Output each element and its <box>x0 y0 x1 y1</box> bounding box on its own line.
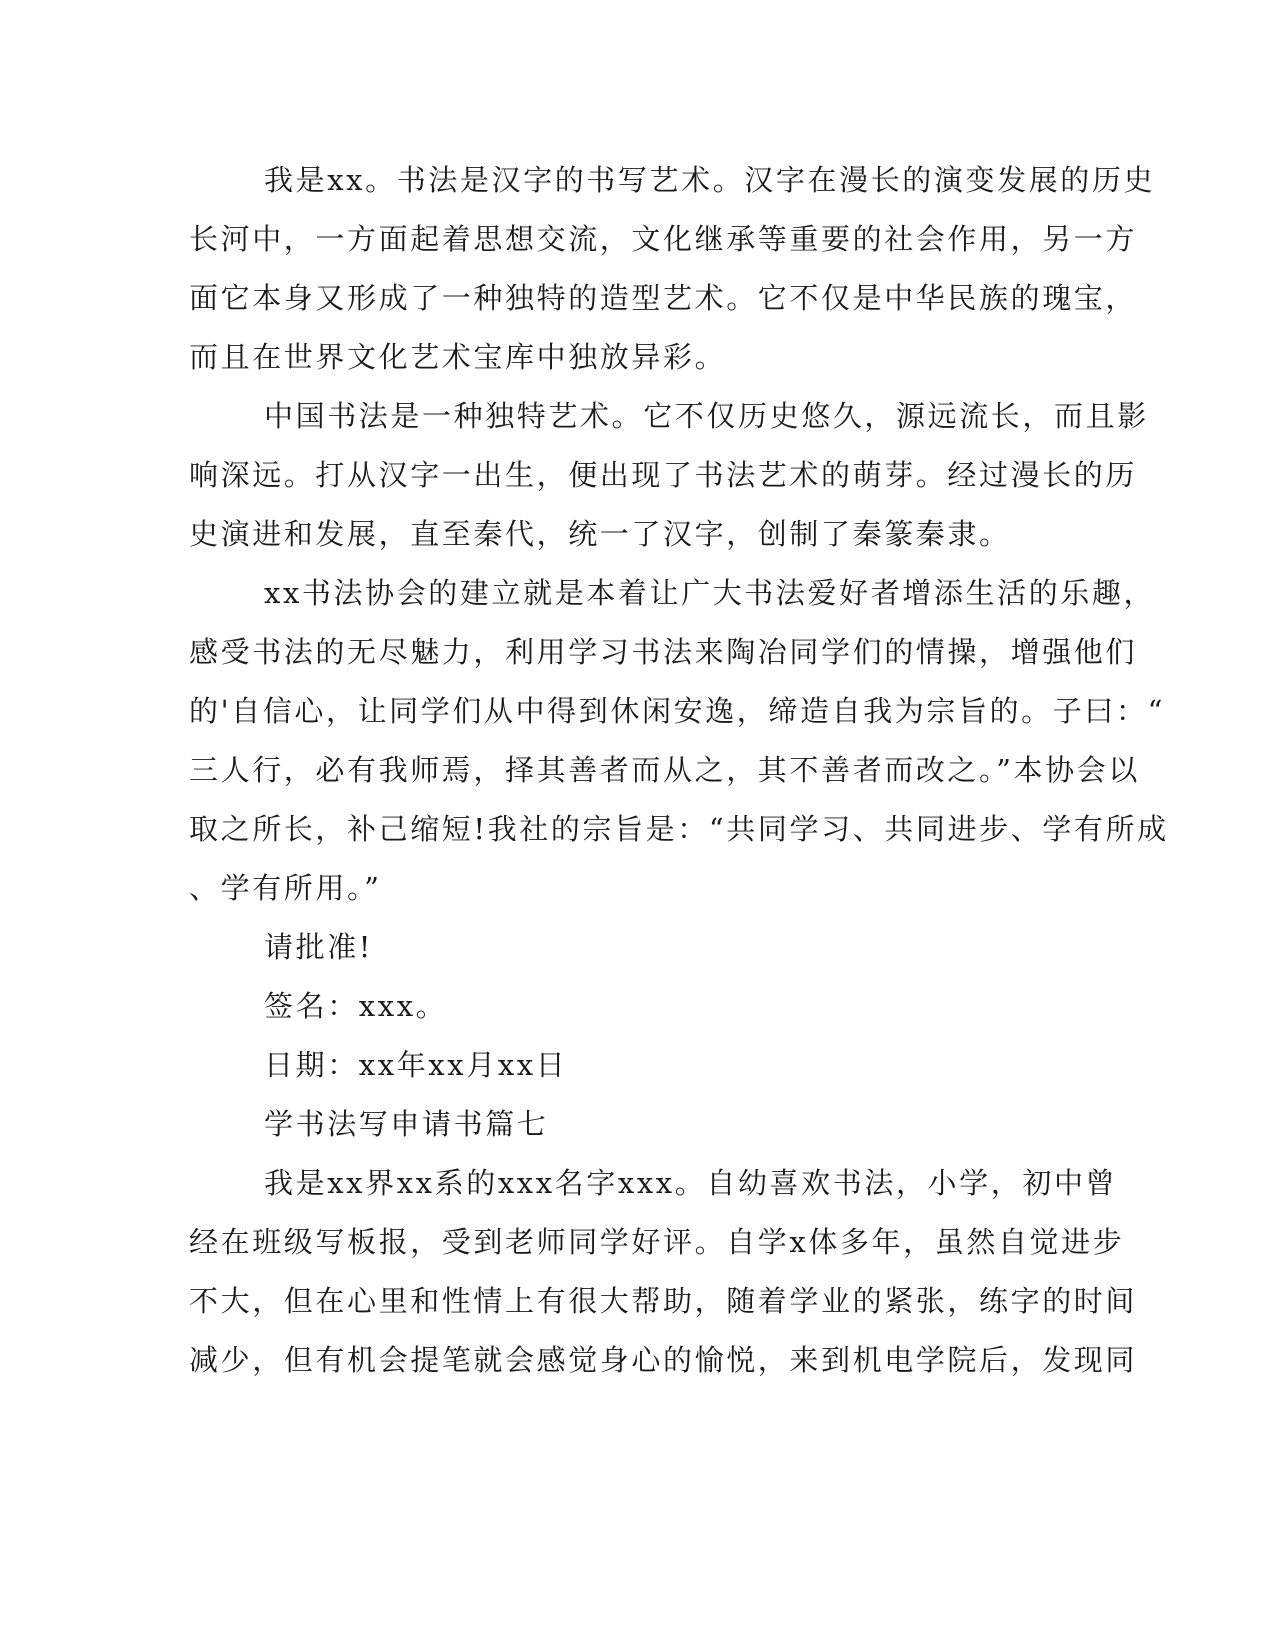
date-line: 日期：xx年xx月xx日 <box>264 1048 568 1082</box>
signature-line: 签名：xxx。 <box>264 989 448 1023</box>
paragraph-3-line-5: 取之所长，补己缩短!我社的宗旨是：“共同学习、共同进步、学有所成 <box>189 812 1169 846</box>
paragraph-3-line-2: 感受书法的无尽魅力，利用学习书法来陶冶同学们的情操，增强他们 <box>189 635 1138 669</box>
paragraph-3-line-6: 、学有所用。” <box>189 871 382 905</box>
paragraph-4-line-1: 我是xx界xx系的xxx名字xxx。自幼喜欢书法，小学，初中曾 <box>264 1166 1118 1200</box>
paragraph-3-line-4: 三人行，必有我师焉，择其善者而从之，其不善者而改之。”本协会以 <box>189 753 1140 787</box>
paragraph-4-line-2: 经在班级写板报，受到老师同学好评。自学x体多年，虽然自觉进步 <box>189 1225 1125 1259</box>
paragraph-1-line-3: 面它本身又形成了一种独特的造型艺术。它不仅是中华民族的瑰宝， <box>189 281 1138 315</box>
paragraph-4-line-4: 减少，但有机会提笔就会感觉身心的愉悦，来到机电学院后，发现同 <box>189 1343 1138 1377</box>
paragraph-2-line-2: 响深远。打从汉字一出生，便出现了书法艺术的萌芽。经过漫长的历 <box>189 458 1138 492</box>
paragraph-1-line-4: 而且在世界文化艺术宝库中独放异彩。 <box>189 340 727 374</box>
paragraph-1-line-1: 我是xx。书法是汉字的书写艺术。汉字在漫长的演变发展的历史 <box>264 163 1156 197</box>
approval-request: 请批准! <box>264 930 374 964</box>
paragraph-2-line-1: 中国书法是一种独特艺术。它不仅历史悠久，源远流长，而且影 <box>264 399 1149 433</box>
paragraph-2-line-3: 史演进和发展，直至秦代，统一了汉字，创制了秦篆秦隶。 <box>189 517 1011 551</box>
paragraph-3-line-1: xx书法协会的建立就是本着让广大书法爱好者增添生活的乐趣， <box>264 576 1156 610</box>
paragraph-4-line-3: 不大，但在心里和性情上有很大帮助，随着学业的紧张，练字的时间 <box>189 1284 1138 1318</box>
section-heading: 学书法写申请书篇七 <box>264 1107 549 1141</box>
paragraph-1-line-2: 长河中，一方面起着思想交流，文化继承等重要的社会作用，另一方 <box>189 222 1138 256</box>
paragraph-3-line-3: 的'自信心，让同学们从中得到休闲安逸，缔造自我为宗旨的。子曰：“ <box>189 694 1165 728</box>
